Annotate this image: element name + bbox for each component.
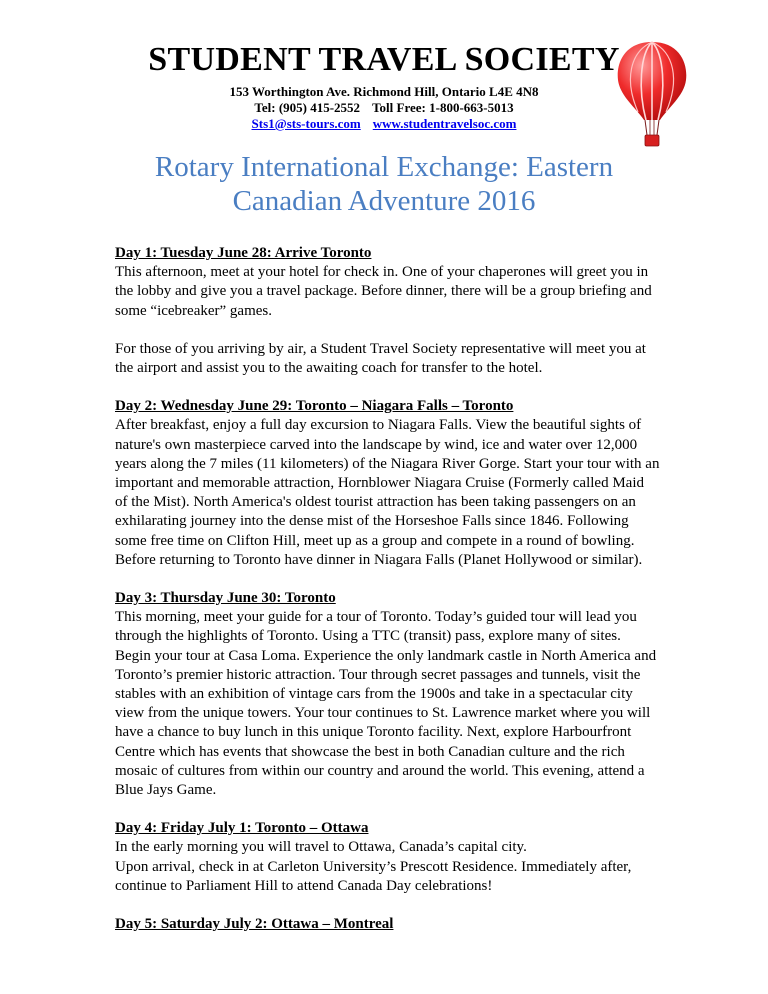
day-paragraph: For those of you arriving by air, a Student Travel Society representative will meet you at the airport and assist you to the awaiting coach for transfer to the hotel. [115, 340, 646, 377]
day-heading: Day 5: Saturday July 2: Ottawa – Montreal [115, 916, 394, 933]
day-description: Upon arrival, check in at Carleton University’s Prescott Residence. Immediately after, continue to Parliament Hill to attend Canada Day celebrations! [115, 858, 632, 894]
day-description: This afternoon, meet at your hotel for check in. One of your chaperones will greet you in the lobby and give you a travel package. Before dinner, there will be a group briefing and some “icebreaker” games. [115, 264, 652, 319]
day-description: This morning, meet your guide for a tour of Toronto. Today’s guided tour will lead you through the highlights of Toronto. Using a TTC (transit) pass, explore many of sites. Begin your tour at Casa Loma. Experience the only landmark castle in North America and Toronto’s premier historic attraction. Tour through secret passages and tunnels, visit the stables with an exhibition of vintage cars from the 1900s and take in a spectacular city view from the unique towers. Your tour continues to St. Lawrence market where you will have a chance to buy lunch in this unique Toronto facility. Next, explore Harbourfront Centre which has events that showcase the best in both Canadian culture and the rich mosaic of cultures from within our country and around the world. This evening, attend a Blue Jays Game. [115, 609, 657, 799]
day-section [115, 915, 660, 934]
address-line: 153 Worthington Ave. Richmond Hill, Ontario L4E 4N8 [229, 84, 539, 99]
day-section [115, 589, 660, 800]
day-heading: Day 3: Thursday June 30: Toronto [115, 590, 336, 607]
day-heading: Day 4: Friday July 1: Toronto – Ottawa [115, 820, 369, 837]
day-section [115, 397, 660, 570]
email-link[interactable]: Sts1@sts-tours.com [251, 116, 361, 131]
document-title: Rotary International Exchange: Eastern Canadian Adventure 2016 [154, 151, 614, 217]
itinerary [115, 244, 660, 953]
website-link[interactable]: www.studentravelsoc.com [372, 116, 517, 131]
hot-air-balloon-logo [614, 40, 690, 152]
day-heading: Day 1: Tuesday June 28: Arrive Toronto [115, 245, 372, 261]
day-description: In the early morning you will travel to Ottawa, Canada’s capital city. [115, 839, 527, 856]
day-heading: Day 2: Wednesday June 29: Toronto – Niagara Falls – Toronto [115, 398, 514, 415]
day-section [115, 244, 660, 321]
day-description: After breakfast, enjoy a full day excursion to Niagara Falls. View the beautiful sights of nature's own masterpiece carved into the landscape by wind, ice and water over 12,000 years along the 7 miles (11 kilometers) of the Niagara River Gorge. Start your tour with an important and memorable attraction, Hornblower Niagara Cruise (Formerly called Maid of the Mist). North America's oldest tourist attraction has been taking passengers on an exhilarating journey into the dense mist of the Horseshoe Falls since 1846. Following some free time on Clifton Hill, meet up as a group and compete in a round of bowling. Before returning to Toronto have dinner in Niagara Falls (Planet Hollywood or similar). [115, 417, 660, 568]
toll-free-number: Toll Free: 1-800-663-5013 [372, 100, 514, 115]
day-section [115, 819, 660, 896]
phone-number: Tel: (905) 415-2552 [254, 100, 361, 115]
organization-name: STUDENT TRAVEL SOCIETY [148, 41, 620, 78]
